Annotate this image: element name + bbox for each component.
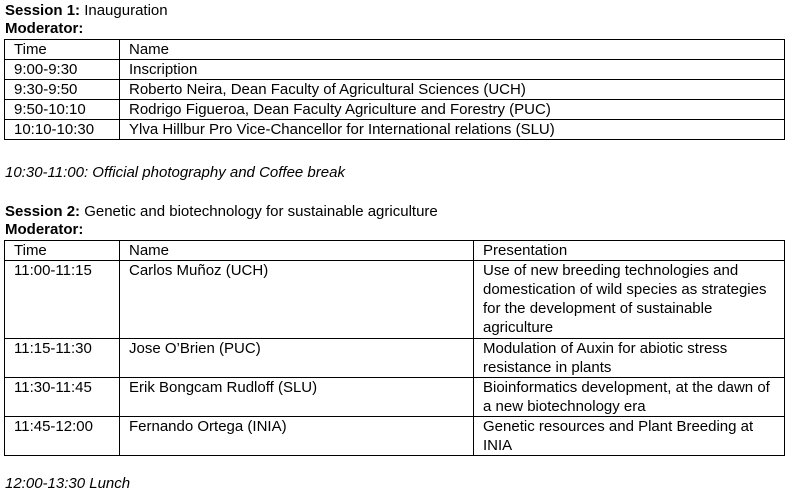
row-name: Fernando Ortega (INIA) bbox=[120, 417, 474, 456]
row-presentation: Genetic resources and Plant Breeding at INIA bbox=[474, 417, 785, 456]
session-1-table bbox=[4, 39, 785, 140]
row-name: Roberto Neira, Dean Faculty of Agricultural Sciences (UCH) bbox=[120, 80, 785, 100]
table-row bbox=[5, 100, 785, 120]
row-name: Erik Bongcam Rudloff (SLU) bbox=[120, 378, 474, 417]
header-name: Name bbox=[120, 40, 785, 60]
table-row bbox=[5, 80, 785, 100]
session-2-prefix: Session 2: bbox=[5, 203, 81, 220]
session-2-table bbox=[4, 240, 785, 456]
row-name: Rodrigo Figueroa, Dean Faculty Agriculture and Forestry (PUC) bbox=[120, 100, 785, 120]
header-name: Name bbox=[120, 241, 474, 261]
row-time: 11:15-11:30 bbox=[5, 339, 120, 378]
table-row bbox=[5, 339, 785, 378]
lunch-break-note: 12:00-13:30 Lunch bbox=[5, 475, 131, 492]
session-1-prefix: Session 1: bbox=[5, 2, 81, 19]
row-time: 10:10-10:30 bbox=[5, 120, 120, 140]
session-1-title bbox=[5, 2, 168, 20]
table-row bbox=[5, 60, 785, 80]
table-row bbox=[5, 261, 785, 339]
row-time: 11:45-12:00 bbox=[5, 417, 120, 456]
coffee-break-note: 10:30-11:00: Official photography and Coffee break bbox=[5, 164, 345, 181]
row-presentation: Bioinformatics development, at the dawn of a new biotechnology era bbox=[474, 378, 785, 417]
session-2-moderator-label: Moderator: bbox=[5, 221, 84, 238]
header-presentation: Presentation bbox=[474, 241, 785, 261]
row-time: 9:50-10:10 bbox=[5, 100, 120, 120]
row-presentation: Use of new breeding technologies and domestication of wild species as strategies for the development of sustainable agriculture bbox=[474, 261, 785, 339]
session-2-title bbox=[5, 203, 438, 221]
session-1-name: Inauguration bbox=[80, 2, 168, 19]
table-row bbox=[5, 417, 785, 456]
row-time: 11:00-11:15 bbox=[5, 261, 120, 339]
table-row bbox=[5, 378, 785, 417]
table-row bbox=[5, 120, 785, 140]
row-time: 9:30-9:50 bbox=[5, 80, 120, 100]
row-name: Carlos Muñoz (UCH) bbox=[120, 261, 474, 339]
row-presentation: Modulation of Auxin for abiotic stress resistance in plants bbox=[474, 339, 785, 378]
header-time: Time bbox=[5, 40, 120, 60]
table-header-row bbox=[5, 40, 785, 60]
session-2-name: Genetic and biotechnology for sustainable agriculture bbox=[80, 203, 438, 220]
row-time: 11:30-11:45 bbox=[5, 378, 120, 417]
header-time: Time bbox=[5, 241, 120, 261]
row-name: Jose O’Brien (PUC) bbox=[120, 339, 474, 378]
row-name: Inscription bbox=[120, 60, 785, 80]
session-1-moderator-label: Moderator: bbox=[5, 20, 84, 37]
table-header-row bbox=[5, 241, 785, 261]
row-time: 9:00-9:30 bbox=[5, 60, 120, 80]
row-name: Ylva Hillbur Pro Vice-Chancellor for International relations (SLU) bbox=[120, 120, 785, 140]
